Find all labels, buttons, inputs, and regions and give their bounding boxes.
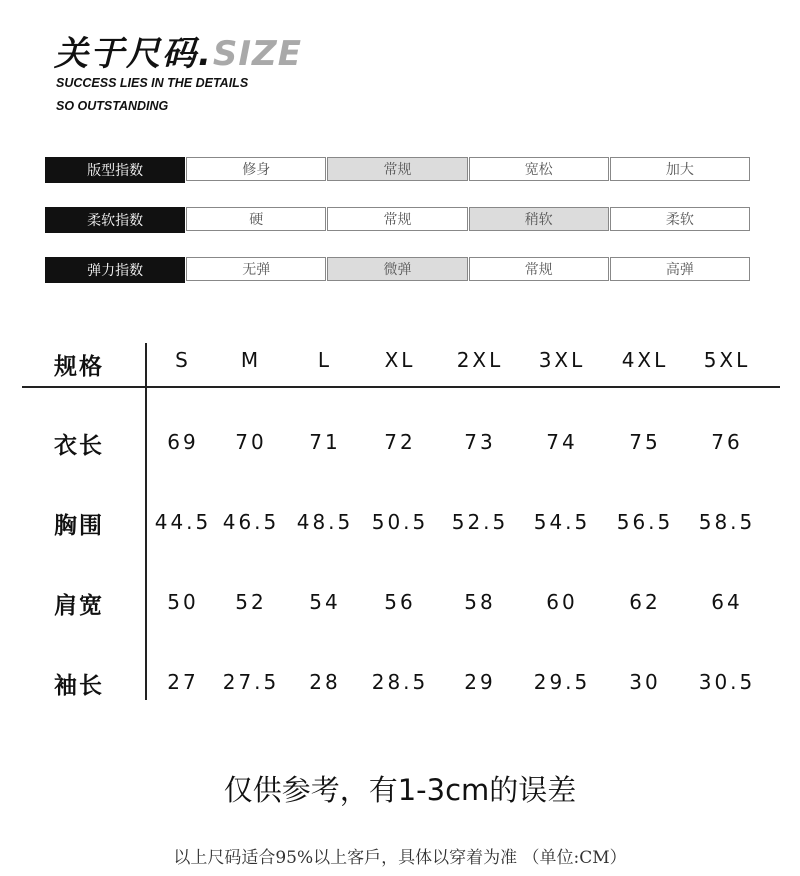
stretch-option-4: 高弹 bbox=[610, 257, 750, 281]
table-cell: 72 bbox=[384, 430, 416, 454]
softness-option-2: 常规 bbox=[327, 207, 467, 231]
table-cell: 56.5 bbox=[616, 510, 674, 534]
stretch-option-1: 无弹 bbox=[186, 257, 326, 281]
table-cell: 74 bbox=[546, 430, 578, 454]
row-label-length: 衣长 bbox=[54, 432, 104, 459]
table-cell: 44.5 bbox=[154, 510, 212, 534]
title-en: SIZE bbox=[212, 34, 302, 74]
fit-option-4: 加大 bbox=[610, 157, 750, 181]
softness-index-label: 柔软指数 bbox=[45, 207, 185, 233]
size-header: L bbox=[317, 348, 333, 372]
size-header: S bbox=[175, 348, 191, 372]
table-cell: 73 bbox=[464, 430, 496, 454]
table-cell: 28.5 bbox=[371, 670, 429, 694]
size-header: 5XL bbox=[703, 348, 751, 372]
table-cell: 30.5 bbox=[698, 670, 756, 694]
size-header: XL bbox=[384, 348, 416, 372]
table-cell: 64 bbox=[711, 590, 743, 614]
fit-option-1: 修身 bbox=[186, 157, 326, 181]
size-header: 3XL bbox=[538, 348, 586, 372]
table-cell: 62 bbox=[629, 590, 661, 614]
table-cell: 76 bbox=[711, 430, 743, 454]
stretch-option-3: 常规 bbox=[469, 257, 609, 281]
table-cell: 29.5 bbox=[533, 670, 591, 694]
reference-note: 仅供参考，有1-3cm的误差 bbox=[223, 773, 577, 807]
table-cell: 71 bbox=[309, 430, 341, 454]
tagline-2: SO OUTSTANDING bbox=[56, 99, 169, 113]
table-cell: 27.5 bbox=[222, 670, 280, 694]
table-cell: 30 bbox=[629, 670, 661, 694]
size-header: 4XL bbox=[621, 348, 669, 372]
table-cell: 52.5 bbox=[451, 510, 509, 534]
fit-index-label: 版型指数 bbox=[45, 157, 185, 183]
fit-option-2: 常规 bbox=[327, 157, 467, 181]
softness-option-1: 硬 bbox=[186, 207, 326, 231]
table-cell: 69 bbox=[167, 430, 199, 454]
table-cell: 52 bbox=[235, 590, 267, 614]
table-cell: 58.5 bbox=[698, 510, 756, 534]
table-cell: 60 bbox=[546, 590, 578, 614]
fit-option-3: 宽松 bbox=[469, 157, 609, 181]
softness-option-4: 柔软 bbox=[610, 207, 750, 231]
stretch-index-label: 弹力指数 bbox=[45, 257, 185, 283]
table-cell: 29 bbox=[464, 670, 496, 694]
corner-label: 规格 bbox=[54, 353, 104, 380]
table-cell: 58 bbox=[464, 590, 496, 614]
table-cell: 54.5 bbox=[533, 510, 591, 534]
footer-note: 以上尺码适合95%以上客戶，具体以穿着为准 （单位:CM） bbox=[173, 848, 627, 868]
tagline-1: SUCCESS LIES IN THE DETAILS bbox=[56, 76, 249, 90]
table-cell: 70 bbox=[235, 430, 267, 454]
table-cell: 56 bbox=[384, 590, 416, 614]
table-cell: 50 bbox=[167, 590, 199, 614]
table-cell: 28 bbox=[309, 670, 341, 694]
size-header: 2XL bbox=[456, 348, 504, 372]
table-cell: 48.5 bbox=[296, 510, 354, 534]
row-label-shoulder: 肩宽 bbox=[54, 592, 104, 619]
table-vertical-divider bbox=[145, 343, 147, 700]
size-header: M bbox=[240, 348, 262, 372]
softness-option-3: 稍软 bbox=[469, 207, 609, 231]
title-cn: 关于尺码. bbox=[54, 34, 213, 74]
table-horizontal-divider bbox=[22, 386, 780, 388]
stretch-option-2: 微弹 bbox=[327, 257, 467, 281]
table-cell: 54 bbox=[309, 590, 341, 614]
table-cell: 46.5 bbox=[222, 510, 280, 534]
table-cell: 75 bbox=[629, 430, 661, 454]
row-label-sleeve: 袖长 bbox=[54, 672, 104, 699]
row-label-chest: 胸围 bbox=[54, 512, 104, 539]
table-cell: 27 bbox=[167, 670, 199, 694]
table-cell: 50.5 bbox=[371, 510, 429, 534]
